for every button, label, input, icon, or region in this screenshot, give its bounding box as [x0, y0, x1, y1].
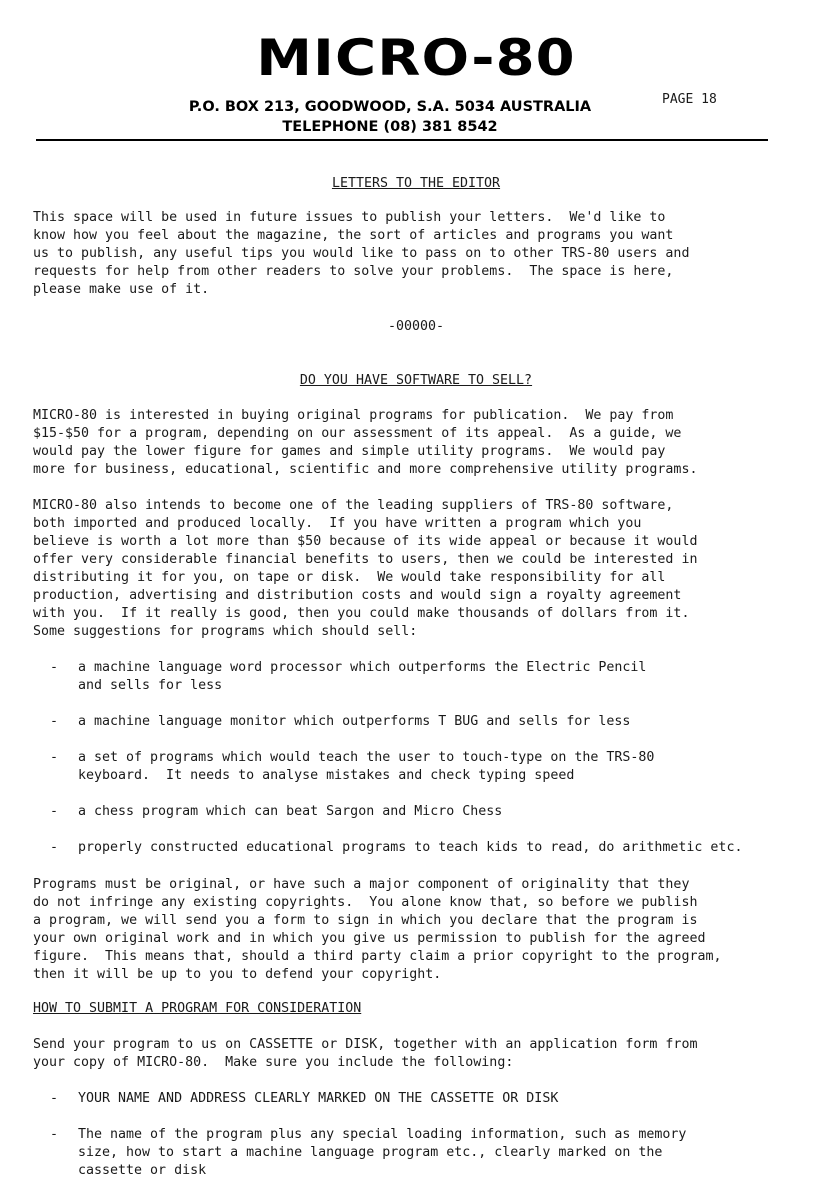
list-item: The name of the program plus any special loading information, such as memory size, how to start a machine language program etc., clearly marked on the cassette or disk — [78, 1127, 687, 1178]
software-para-3: Programs must be original, or have such a major component of originality that they do not infringe any existing copyrights. You alone know that, so before we publish a program, we will send you a form to sign in which you declare that the program is your own original work and in which you give us permission to publish for the agreed figure. This means that, should a third party claim a prior copyright to the program, then it will be up to you to defend your copyright. — [33, 877, 722, 982]
bullet-dash: - — [50, 750, 59, 765]
list-item: a chess program which can beat Sargon and Micro Chess — [78, 804, 503, 819]
software-para-1: MICRO-80 is interested in buying original programs for publication. We pay from $15-$50 for a program, depending on our assessment of its appeal. As a guide, we would pay the lower figure for games and simple utility programs. We would pay more for business, educational, scientific and more comprehensive utility programs. — [33, 408, 698, 477]
list-item: a set of programs which would teach the user to touch-type on the TRS-80 keyboard. It needs to analyse mistakes and check typing speed — [78, 750, 655, 783]
address-line: P.O. BOX 213, GOODWOOD, S.A. 5034 AUSTRALIA — [188, 99, 592, 115]
bullet-dash: - — [50, 1091, 59, 1106]
list-item: YOUR NAME AND ADDRESS CLEARLY MARKED ON THE CASSETTE OR DISK — [78, 1091, 559, 1106]
list-item: properly constructed educational programs to teach kids to read, do arithmetic etc. — [78, 840, 743, 855]
bullet-dash: - — [50, 840, 59, 855]
letters-heading: LETTERS TO THE EDITOR — [331, 176, 501, 191]
page-number: PAGE 18 — [662, 92, 717, 107]
bullet-dash: - — [50, 1127, 59, 1142]
bullet-dash: - — [50, 660, 59, 675]
software-heading: DO YOU HAVE SOFTWARE TO SELL? — [299, 373, 533, 388]
header-rule — [36, 139, 768, 141]
letters-body: This space will be used in future issues to publish your letters. We'd like to know how you feel about the magazine, the sort of articles and programs you want us to publish, any useful tips you would like to pass on to other TRS-80 users and requests for help from other readers to solve your problems. The space is here, please make use of it. — [33, 210, 690, 297]
bullet-dash: - — [50, 804, 59, 819]
submit-intro: Send your program to us on CASSETTE or DISK, together with an application form from your copy of MICRO-80. Make sure you include the following: — [33, 1037, 698, 1070]
telephone-line: TELEPHONE (08) 381 8542 — [282, 119, 498, 135]
list-item: a machine language word processor which outperforms the Electric Pencil and sells for less — [78, 660, 647, 693]
bullet-dash: - — [50, 714, 59, 729]
software-para-2: MICRO-80 also intends to become one of the leading suppliers of TRS-80 software, both imported and produced locally. If you have written a program which you believe is worth a lot more than $50 because of its wide appeal or because it would offer very considerable financial benefits to users, then we could be interested in distributing it for you, on tape or disk. We would take responsibility for all production, advertising and distribution costs and would sign a royalty agreement with you. If it really is good, then you could make thousands of dollars from it. Some suggestions for programs which should sell: — [33, 498, 698, 639]
masthead-address — [180, 97, 600, 137]
section-separator: -00000- — [387, 319, 445, 334]
submit-heading: HOW TO SUBMIT A PROGRAM FOR CONSIDERATION — [33, 1001, 362, 1016]
masthead-logo: MICRO-80 — [256, 29, 576, 87]
list-item: a machine language monitor which outperforms T BUG and sells for less — [78, 714, 631, 729]
